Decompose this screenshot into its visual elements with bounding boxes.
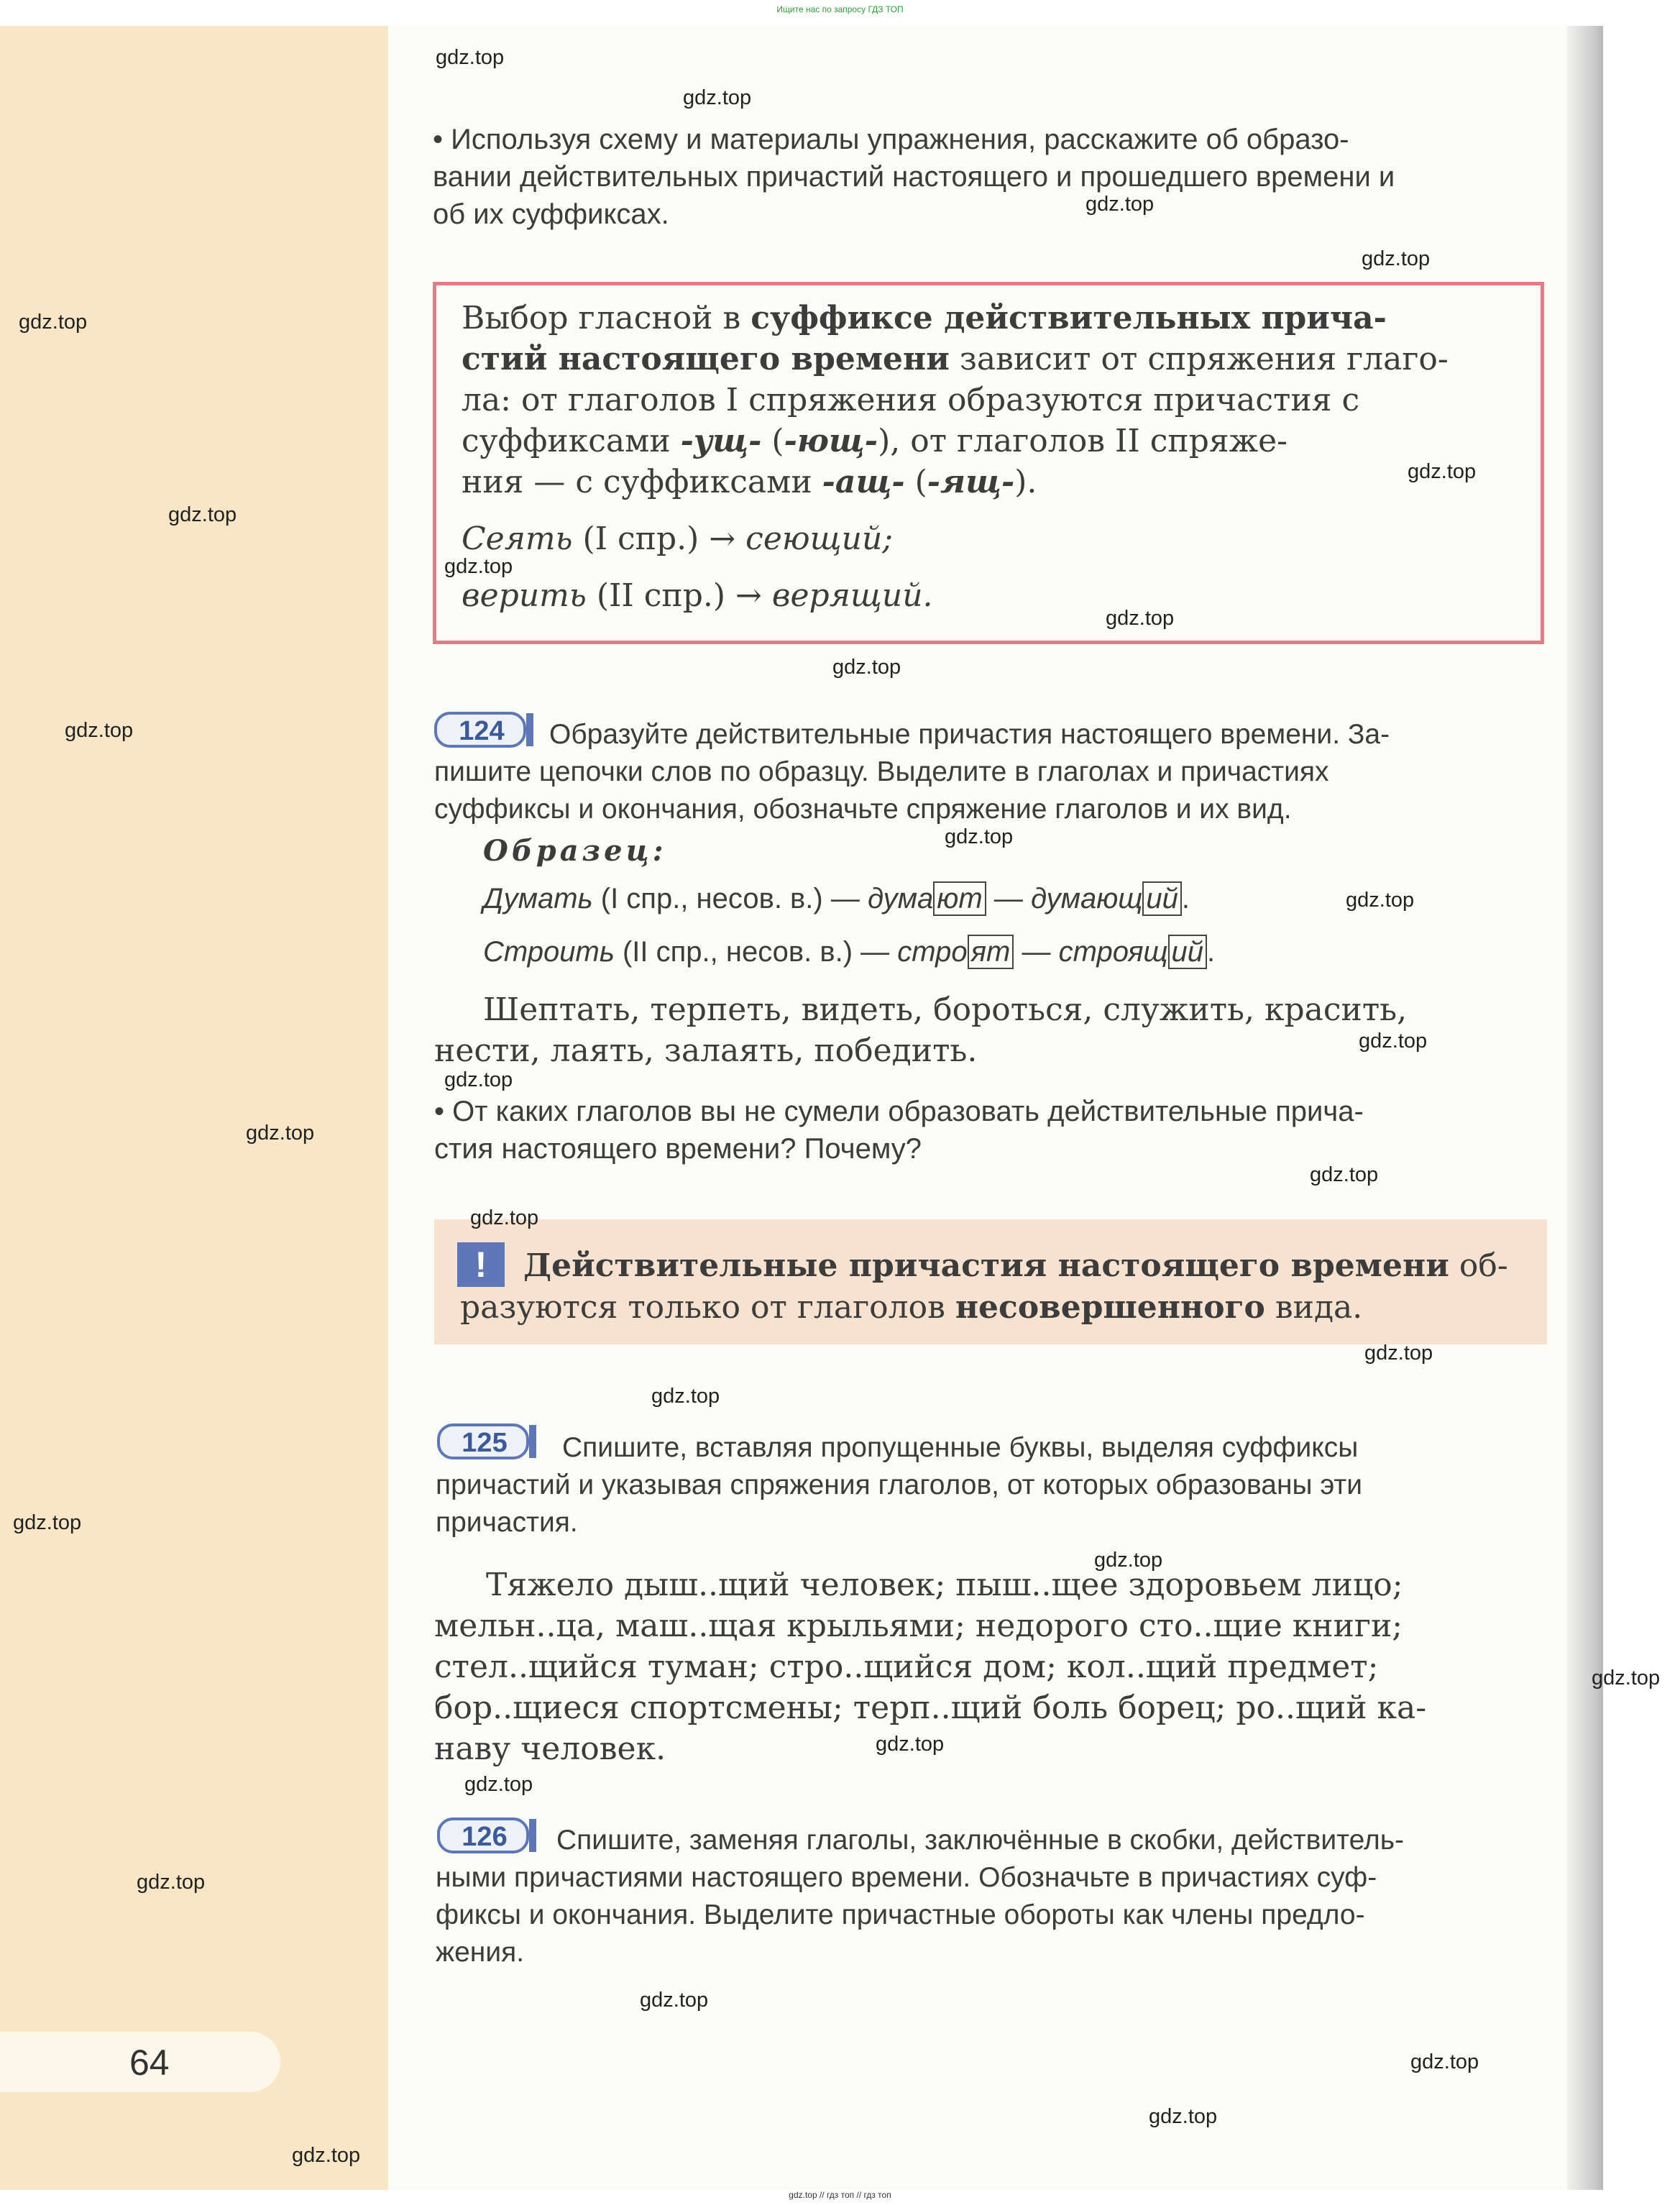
watermark: gdz.top	[19, 311, 88, 334]
rule-example-2: верить (II спр.) → верящий.	[462, 577, 933, 614]
footer-note: gdz.top // гдз топ // гдз топ	[789, 2190, 891, 2200]
rule-line-2: стий настоящего времени зависит от спряжения глаго-	[462, 341, 1449, 377]
watermark: gdz.top	[246, 1122, 315, 1145]
exercise-126-number: 126	[462, 1822, 508, 1852]
watermark: gdz.top	[1085, 193, 1155, 216]
watermark: gdz.top	[444, 1068, 513, 1091]
ex125-text-line-1: Тяжело дыш..щий человек; пыш..щее здоровьем лицо;	[486, 1567, 1403, 1603]
watermark: gdz.top	[651, 1385, 720, 1408]
rule-line-3: ла: от глаголов I спряжения образуются причастия с	[462, 382, 1360, 418]
watermark: gdz.top	[470, 1206, 539, 1229]
watermark: gdz.top	[464, 1773, 533, 1796]
watermark: gdz.top	[1346, 889, 1415, 912]
watermark: gdz.top	[168, 503, 237, 526]
intro-line-2: вании действительных причастий настоящего и прошедшего времени и	[433, 161, 1395, 193]
ex125-text-line-3: стел..щийся туман; стро..щийся дом; кол..щий предмет;	[434, 1649, 1379, 1685]
rule-line-1: Выбор гласной в суффиксе действительных прича-	[462, 300, 1387, 336]
intro-line-3: об их суффиксах.	[433, 198, 669, 230]
page-number: 64	[129, 2043, 170, 2083]
watermark: gdz.top	[1094, 1549, 1163, 1572]
left-margin	[0, 26, 388, 2190]
watermark: gdz.top	[292, 2144, 361, 2167]
ex125-text	[434, 1564, 1546, 1769]
ex125-task-line-2: причастий и указывая спряжения глаголов, от которых образованы эти	[436, 1470, 1363, 1500]
ending-box: ют	[933, 881, 986, 916]
exercise-126-task	[436, 1822, 1547, 1971]
ex126-task-line-1: Спишите, заменяя глаголы, заключённые в скобки, действитель-	[556, 1825, 1405, 1856]
exclamation-icon: !	[457, 1242, 505, 1287]
ex124-words-line-2: нести, лаять, залаять, победить.	[434, 1032, 978, 1069]
exercise-124-number: 124	[459, 716, 505, 746]
intro-line-1: • Используя схему и материалы упражнения, расскажите об образо-	[433, 124, 1349, 155]
ex125-text-line-2: мельн..ца, маш..щая крыльями; недорого сто..щие книги;	[434, 1608, 1403, 1644]
watermark: gdz.top	[1362, 247, 1431, 270]
ending-box: ий	[1168, 935, 1208, 969]
ex124-question-line-1: • От каких глаголов вы не сумели образовать действительные прича-	[434, 1096, 1364, 1127]
exercise-124-task	[434, 716, 1546, 828]
ex126-task-line-3: фиксы и окончания. Выделите причастные обороты как члены предло-	[436, 1899, 1365, 1930]
watermark: gdz.top	[1408, 460, 1477, 483]
ex125-task-line-3: причастия.	[436, 1507, 578, 1538]
ex126-task-line-2: ными причастиями настоящего времени. Обозначьте в причастиях суф-	[436, 1862, 1377, 1893]
header-note: Ищите нас по запросу ГДЗ ТОП	[776, 4, 904, 14]
intro-question	[433, 121, 1544, 233]
watermark: gdz.top	[876, 1733, 945, 1756]
rule-line-5: ния — с суффиксами -ащ- (-ящ-).	[462, 464, 1037, 500]
watermark: gdz.top	[1106, 607, 1175, 630]
exercise-125-task	[436, 1429, 1547, 1541]
ex124-words-line-1: Шептать, терпеть, видеть, бороться, служить, красить,	[483, 991, 1408, 1028]
ex124-task-line-3: суффиксы и окончания, обозначьте спряжение глаголов и их вид.	[434, 794, 1292, 825]
sample-line-1: Думать (I спр., несов. в.) — дума ют — думающ ий .	[483, 883, 1190, 914]
watermark: gdz.top	[1592, 1667, 1661, 1690]
exercise-125-number: 125	[462, 1428, 508, 1458]
rule-line-4: суффиксами -ущ- (-ющ-), от глаголов II спряже-	[462, 423, 1288, 459]
ex124-question	[434, 1093, 1546, 1168]
sample-line-2: Строить (II спр., несов. в.) — стро ят — строящ ий .	[483, 936, 1216, 968]
watermark: gdz.top	[945, 825, 1014, 848]
watermark: gdz.top	[137, 1871, 206, 1894]
ex125-text-line-5: наву человек.	[434, 1730, 666, 1767]
watermark: gdz.top	[1364, 1342, 1433, 1365]
watermark: gdz.top	[13, 1511, 82, 1534]
watermark: gdz.top	[1410, 2050, 1479, 2073]
watermark: gdz.top	[65, 719, 134, 742]
ex124-task-line-2: пишите цепочки слов по образцу. Выделите в глаголах и причастиях	[434, 756, 1329, 787]
note-text	[460, 1245, 1521, 1329]
ex125-task-line-1: Спишите, вставляя пропущенные буквы, выделяя суффиксы	[562, 1432, 1359, 1463]
note-line-1: Действительные причастия настоящего времени об-	[523, 1247, 1508, 1284]
page-edge-shadow	[1567, 26, 1603, 2190]
sample-label: Образец:	[483, 834, 667, 868]
watermark: gdz.top	[683, 86, 752, 109]
watermark: gdz.top	[444, 555, 513, 578]
ex125-text-line-4: бор..щиеся спортсмены; терп..щий боль борец; ро..щий ка-	[434, 1690, 1427, 1726]
watermark: gdz.top	[1310, 1163, 1379, 1186]
rule-example-1: Сеять (I спр.) → сеющий;	[462, 521, 894, 557]
ex124-question-line-2: стия настоящего времени? Почему?	[434, 1133, 922, 1165]
watermark: gdz.top	[832, 656, 901, 679]
watermark: gdz.top	[1149, 2105, 1218, 2128]
ending-box: ий	[1142, 881, 1182, 916]
ex124-task-line-1: Образуйте действительные причастия настоящего времени. За-	[549, 719, 1390, 750]
ex126-task-line-4: жения.	[436, 1937, 525, 1968]
watermark: gdz.top	[640, 1989, 709, 2012]
ending-box: ят	[968, 935, 1014, 969]
watermark: gdz.top	[436, 46, 505, 69]
note-line-2: разуются только от глаголов несовершенного вида.	[460, 1289, 1363, 1326]
rule-text	[462, 298, 1515, 616]
watermark: gdz.top	[1359, 1030, 1428, 1053]
